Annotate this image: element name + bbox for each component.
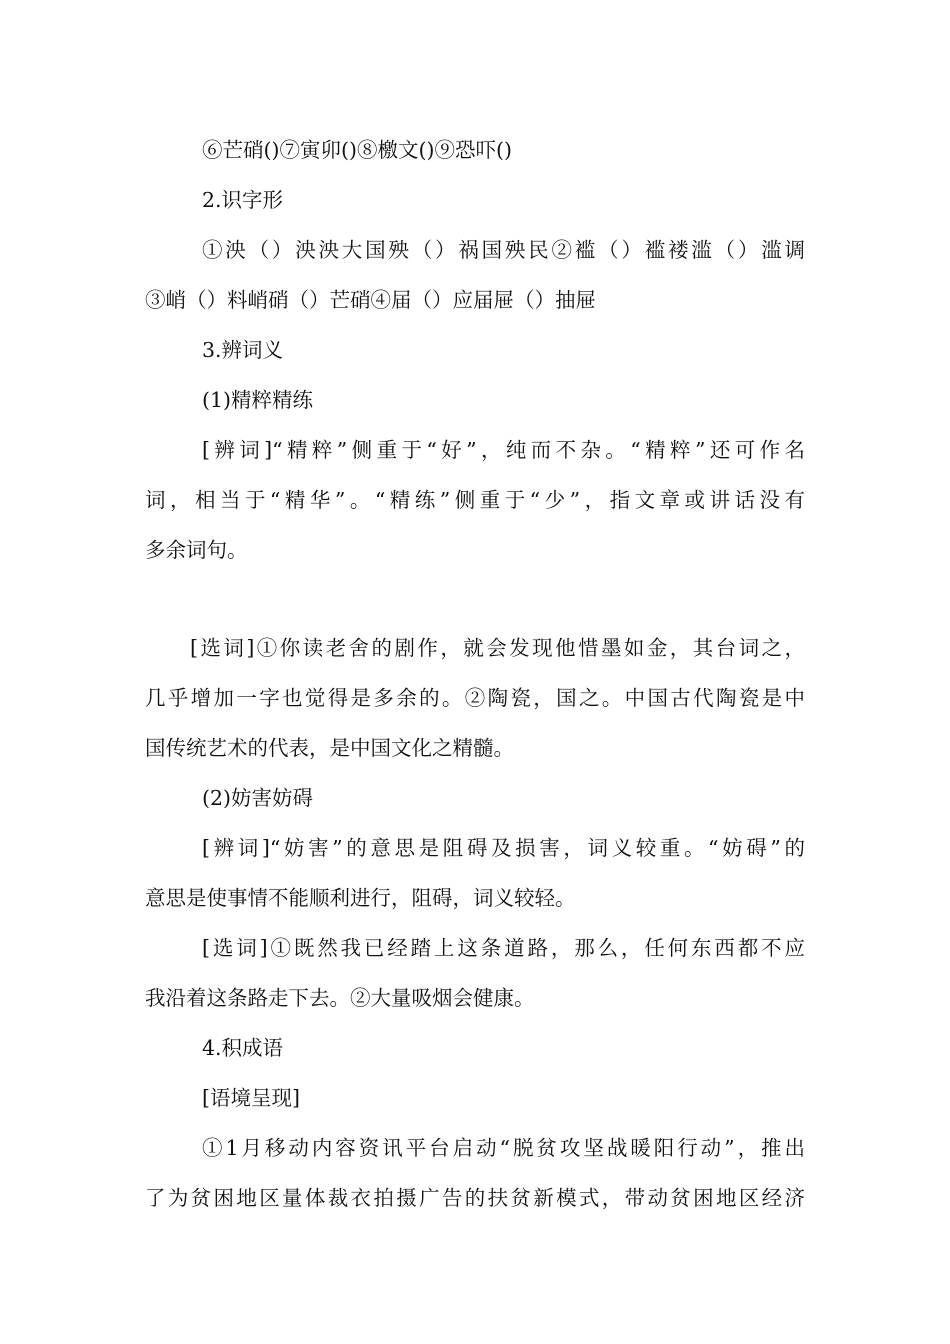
subheading-3: [语境呈现] [202, 1086, 300, 1110]
text-line-4: ③峭（）料峭硝（）芒硝④届（）应届屉（）抽屉 [145, 288, 596, 312]
text-line-14: [辨词]“妨害”的意思是阻碍及损害，词义较重。“妨碍”的 [202, 836, 805, 860]
text-line-9: 多余词句。 [145, 538, 248, 562]
text-line-10: [选词]①你读老舍的剧作，就会发现他惜墨如金，其台词之， [190, 636, 805, 660]
subheading-1: (1)精粹精练 [202, 388, 314, 412]
section-heading-3: 3.辨词义 [202, 338, 284, 362]
text-line-1: ⑥芒硝()⑦寅卯()⑧檄文()⑨恐吓() [202, 138, 512, 162]
text-line-16: [选词]①既然我已经踏上这条道路，那么，任何东西都不应 [202, 936, 805, 960]
text-line-7: [辨词]“精粹”侧重于“好”，纯而不杂。“精粹”还可作名 [202, 438, 805, 462]
text-line-17: 我沿着这条路走下去。②大量吸烟会健康。 [145, 986, 535, 1010]
text-line-8: 词，相当于“精华”。“精练”侧重于“少”，指文章或讲话没有 [145, 488, 805, 512]
section-heading-4: 4.积成语 [202, 1036, 284, 1060]
section-heading-2: 2.识字形 [202, 188, 284, 212]
text-line-12: 国传统艺术的代表，是中国文化之精髓。 [145, 736, 514, 760]
text-line-11: 几乎增加一字也觉得是多余的。②陶瓷，国之。中国古代陶瓷是中 [145, 686, 805, 710]
subheading-2: (2)妨害妨碍 [202, 786, 314, 810]
text-line-21: 了为贫困地区量体裁衣拍摄广告的扶贫新模式，带动贫困地区经济 [145, 1186, 805, 1210]
text-line-3: ①泱（）泱泱大国殃（）祸国殃民②褴（）褴褛滥（）滥调 [202, 238, 805, 262]
text-line-15: 意思是使事情不能顺利进行，阻碍，词义较轻。 [145, 886, 576, 910]
text-line-20: ①1月移动内容资讯平台启动“脱贫攻坚战暖阳行动”，推出 [202, 1136, 805, 1160]
